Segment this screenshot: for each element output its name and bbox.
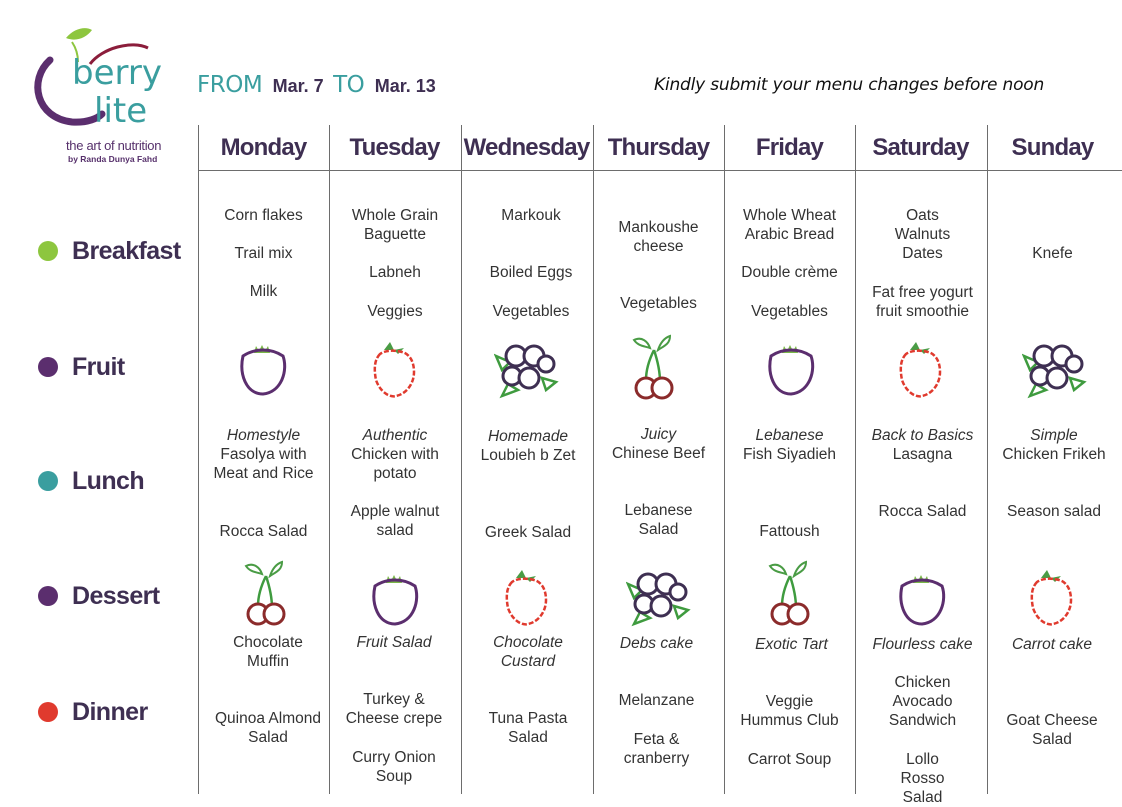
dessert-saturday: Flourless cake <box>872 636 973 653</box>
lunch-dish: Chicken with potato <box>351 446 439 482</box>
dinner-saturday-1: Chicken Avocado Sandwich <box>888 674 957 729</box>
lunch-side-sunday: Season salad <box>1007 503 1101 520</box>
lunch-sunday <box>987 426 1121 464</box>
dinner-monday-1: Quinoa Almond Salad <box>215 710 321 746</box>
lunch-side-friday: Fattoush <box>759 523 820 540</box>
meal-label-text: Fruit <box>72 352 125 381</box>
dinner-friday-2: Carrot Soup <box>747 751 832 768</box>
dessert-icon-friday <box>766 560 814 631</box>
dessert-icon-wednesday <box>502 568 552 633</box>
lunch-dish: Fasolya with Meat and Rice <box>213 446 314 482</box>
dinner-wednesday-1: Tuna Pasta Salad <box>488 710 568 746</box>
meal-label-lunch <box>38 461 144 501</box>
fruit-wednesday <box>494 334 560 405</box>
breakfast-wednesday-1: Markouk <box>501 207 561 224</box>
grid-divider <box>855 125 856 794</box>
dessert-friday: Exotic Tart <box>755 636 828 653</box>
raspberry-icon <box>502 568 552 628</box>
fruit-dot-icon <box>38 357 58 377</box>
meal-label-text: Breakfast <box>72 236 181 265</box>
lunch-dish: Loubieh b Zet <box>480 447 576 464</box>
dinner-dot-icon <box>38 702 58 722</box>
lunch-dot-icon <box>38 471 58 491</box>
dessert-wednesday: Chocolate Custard <box>493 634 563 670</box>
dessert-dot-icon <box>38 586 58 606</box>
dessert-sunday: Carrot cake <box>1011 636 1093 653</box>
lunch-style: Homemade <box>487 428 569 445</box>
breakfast-thursday-1: Mankoushe cheese <box>618 219 699 255</box>
day-header-tuesday: Tuesday <box>349 134 440 161</box>
berry-lite-logo-icon <box>28 18 178 143</box>
dinner-saturday-2: Lollo Rosso Salad <box>900 751 945 806</box>
breakfast-wednesday-3: Vegetables <box>492 303 570 320</box>
plum-icon <box>238 338 288 400</box>
berry-lite-logo <box>28 18 178 168</box>
breakfast-tuesday-3: Veggies <box>367 303 423 320</box>
day-header-friday: Friday <box>755 134 824 161</box>
meal-label-dessert <box>38 576 160 616</box>
lunch-side-saturday: Rocca Salad <box>878 503 967 520</box>
plum-icon <box>897 568 947 630</box>
day-header-wednesday: Wednesday <box>463 134 590 161</box>
dessert-icon-tuesday <box>370 568 420 635</box>
dinner-friday-1: Veggie Hummus Club <box>740 693 839 729</box>
blueberries-icon <box>1022 334 1088 400</box>
blueberries-icon <box>494 334 560 400</box>
meal-label-dinner <box>38 692 148 732</box>
meal-label-breakfast <box>38 231 181 271</box>
day-header-sunday: Sunday <box>1011 134 1094 161</box>
plum-icon <box>370 568 420 630</box>
dinner-tuesday-1: Turkey & Cheese crepe <box>345 691 443 727</box>
fruit-thursday <box>630 334 678 405</box>
breakfast-monday-3: Milk <box>249 283 278 300</box>
fruit-saturday <box>896 340 946 405</box>
breakfast-saturday-1: Oats <box>906 207 939 224</box>
day-header-saturday: Saturday <box>872 134 969 161</box>
fruit-friday <box>766 338 816 405</box>
dessert-monday: Chocolate Muffin <box>233 634 303 670</box>
breakfast-sunday-1: Knefe <box>1032 245 1073 262</box>
breakfast-saturday-3: Dates <box>902 245 943 262</box>
breakfast-monday-1: Corn flakes <box>224 207 303 224</box>
lunch-thursday <box>593 425 724 463</box>
lunch-style: Juicy <box>640 426 677 443</box>
lunch-wednesday <box>461 427 595 465</box>
svg-text:berry: berry <box>72 53 162 93</box>
breakfast-wednesday-2: Boiled Eggs <box>489 264 573 281</box>
date-range <box>197 72 441 98</box>
dinner-thursday-2: Feta & cranberry <box>623 731 690 767</box>
breakfast-saturday-2: Walnuts <box>894 226 951 243</box>
from-date: Mar. 7 <box>272 76 324 96</box>
dessert-icon-saturday <box>897 568 947 635</box>
svg-text:lite: lite <box>94 91 148 131</box>
fruit-tuesday <box>370 340 420 405</box>
lunch-style: Back to Basics <box>871 427 974 444</box>
lunch-friday <box>724 426 855 464</box>
lunch-side-wednesday: Greek Salad <box>484 524 572 541</box>
breakfast-friday-1: Whole Wheat Arabic Bread <box>742 207 837 243</box>
dessert-icon-thursday <box>626 562 692 633</box>
breakfast-friday-3: Vegetables <box>751 303 828 320</box>
dinner-thursday-1: Melanzane <box>618 692 695 709</box>
lunch-dish: Chicken Frikeh <box>1002 446 1106 463</box>
lunch-style: Lebanese <box>755 427 824 444</box>
cherries-icon <box>766 560 814 626</box>
cherries-icon <box>242 560 290 626</box>
dinner-sunday-1: Goat Cheese Salad <box>1006 712 1098 748</box>
dessert-thursday: Debs cake <box>619 635 694 652</box>
submission-notice: Kindly submit your menu changes before noon <box>654 75 1045 95</box>
raspberry-icon <box>896 340 946 400</box>
fruit-monday <box>238 338 288 405</box>
lunch-side-tuesday: Apple walnut salad <box>350 503 440 539</box>
header-divider <box>198 170 1122 171</box>
to-label: TO <box>333 72 365 98</box>
breakfast-dot-icon <box>38 241 58 261</box>
meal-label-text: Dessert <box>72 581 160 610</box>
cherries-icon <box>630 334 678 400</box>
logo-byline: by Randa Dunya Fahd <box>68 154 158 164</box>
dessert-icon-monday <box>242 560 290 631</box>
breakfast-tuesday-2: Labneh <box>369 264 421 281</box>
blueberries-icon <box>626 562 692 628</box>
dessert-tuesday: Fruit Salad <box>356 634 432 651</box>
raspberry-icon <box>370 340 420 400</box>
breakfast-monday-2: Trail mix <box>234 245 293 262</box>
breakfast-saturday-4: Fat free yogurt fruit smoothie <box>872 284 973 320</box>
lunch-side-thursday: Lebanese Salad <box>624 502 693 538</box>
lunch-style: Authentic <box>362 427 428 444</box>
breakfast-thursday-2: Vegetables <box>620 295 697 312</box>
lunch-style: Homestyle <box>226 427 301 444</box>
breakfast-friday-2: Double crème <box>741 264 838 281</box>
lunch-dish: Lasagna <box>892 446 953 463</box>
breakfast-tuesday-1: Whole Grain Baguette <box>351 207 439 243</box>
dessert-icon-sunday <box>1027 568 1077 633</box>
meal-label-text: Lunch <box>72 466 144 495</box>
meal-label-fruit <box>38 347 125 387</box>
day-header-monday: Monday <box>220 134 307 161</box>
lunch-saturday <box>857 426 988 464</box>
to-date: Mar. 13 <box>374 76 436 96</box>
lunch-side-monday: Rocca Salad <box>219 523 308 540</box>
plum-icon <box>766 338 816 400</box>
lunch-monday <box>198 426 329 483</box>
fruit-sunday <box>1022 334 1088 405</box>
raspberry-icon <box>1027 568 1077 628</box>
lunch-style: Simple <box>1030 427 1078 444</box>
dinner-tuesday-2: Curry Onion Soup <box>352 749 436 785</box>
from-label: FROM <box>197 72 263 98</box>
lunch-dish: Chinese Beef <box>611 445 706 462</box>
day-header-thursday: Thursday <box>607 134 710 161</box>
logo-tagline: the art of nutrition <box>66 138 162 153</box>
lunch-tuesday <box>329 426 461 483</box>
meal-label-text: Dinner <box>72 697 148 726</box>
lunch-dish: Fish Siyadieh <box>742 446 837 463</box>
